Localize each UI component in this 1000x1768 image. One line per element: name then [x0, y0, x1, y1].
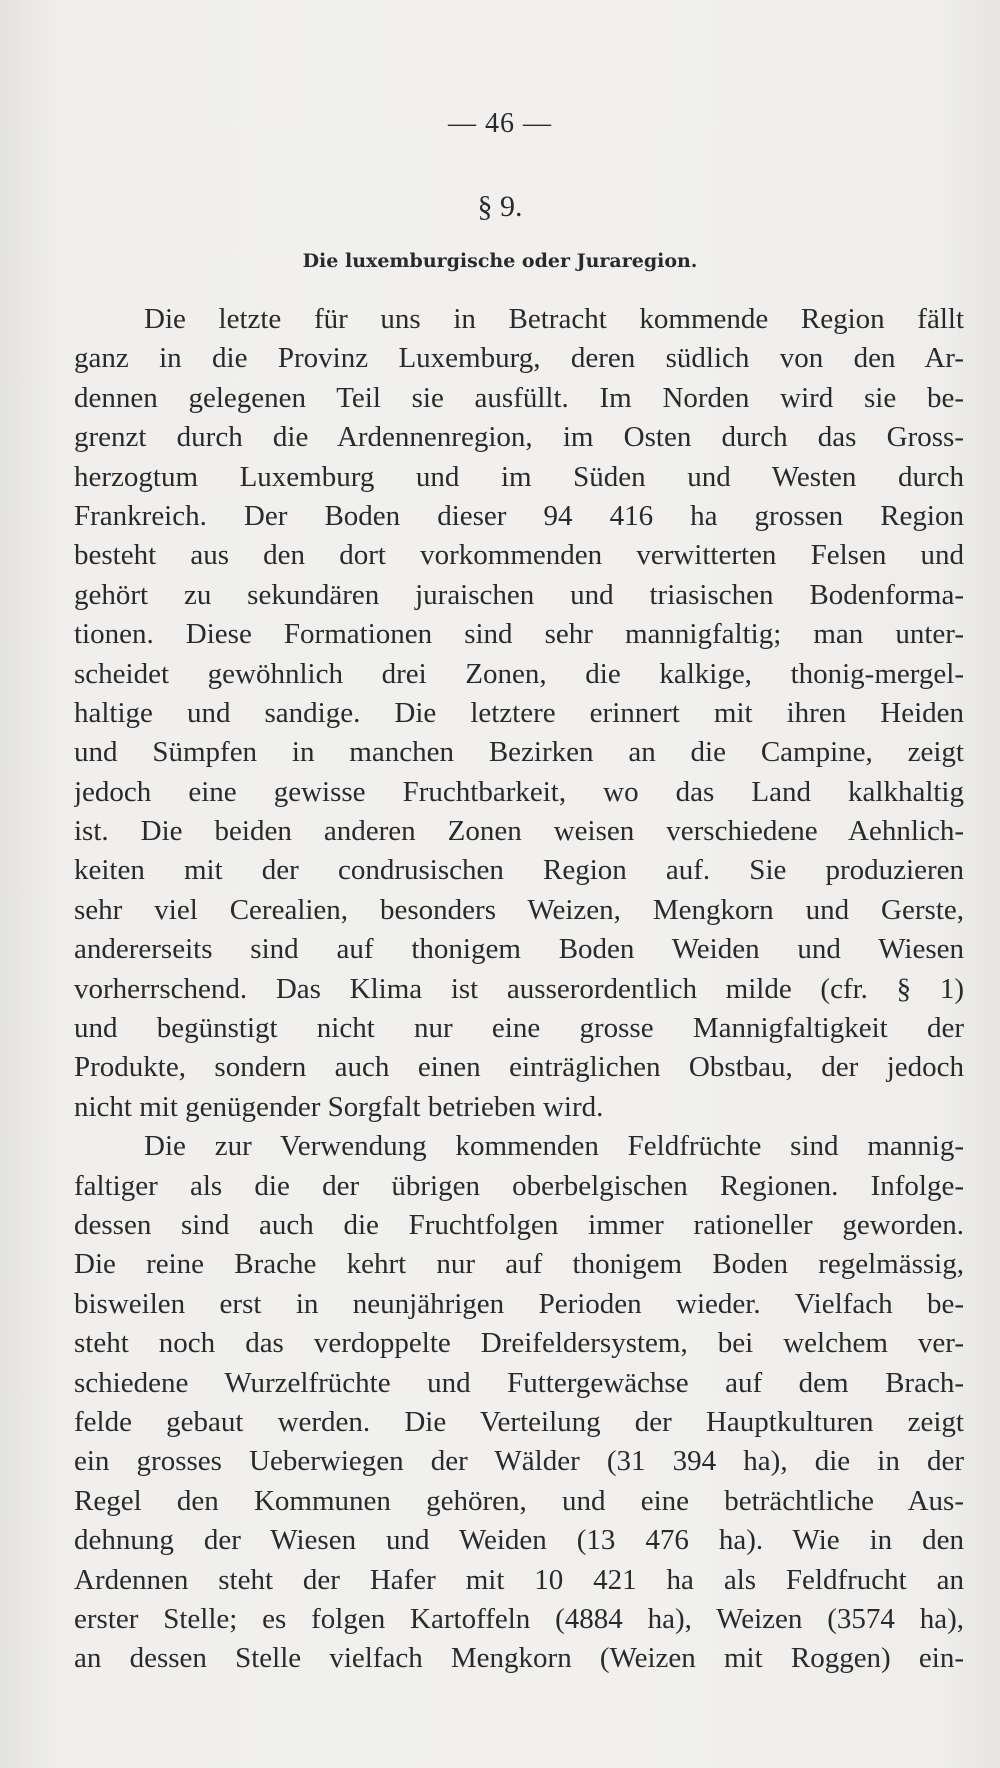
text-line: jedoch eine gewisse Fruchtbarkeit, wo das Land kalkhaltig — [74, 775, 964, 808]
text-line: und begünstigt nicht nur eine grosse Mannigfaltigkeit der — [74, 1012, 964, 1045]
text-line: Die reine Brache kehrt nur auf thonigem Boden regelmässig, — [74, 1248, 964, 1281]
text-line: Die zur Verwendung kommenden Feldfrüchte sind mannig- — [144, 1130, 964, 1163]
text-line: herzogtum Luxemburg und im Süden und Westen durch — [74, 460, 964, 493]
text-line: Regel den Kommunen gehören, und eine beträchtliche Aus- — [74, 1484, 964, 1517]
text-line: ein grosses Ueberwiegen der Wälder (31 394 ha), die in der — [74, 1445, 964, 1478]
body-text — [74, 300, 964, 1679]
text-line: gehört zu sekundären juraischen und triasischen Bodenforma- — [74, 578, 964, 611]
text-line: vorherrschend. Das Klima ist ausserordentlich milde (cfr. § 1) — [74, 972, 964, 1005]
text-line: ist. Die beiden anderen Zonen weisen verschiedene Aehnlich- — [74, 815, 964, 848]
text-line: dessen sind auch die Fruchtfolgen immer rationeller geworden. — [74, 1208, 964, 1241]
text-line: nicht mit genügender Sorgfalt betrieben wird. — [74, 1090, 604, 1123]
page-number: — 46 — — [448, 108, 552, 139]
text-line: keiten mit der condrusischen Region auf. Sie produzieren — [74, 854, 964, 887]
text-line: Die letzte für uns in Betracht kommende Region fällt — [144, 303, 964, 335]
text-line: Produkte, sondern auch einen einträglichen Obstbau, der jedoch — [74, 1051, 964, 1084]
text-line: ganz in die Provinz Luxemburg, deren südlich von den Ar- — [74, 342, 964, 375]
text-line: faltiger als die der übrigen oberbelgischen Regionen. Infolge- — [74, 1169, 964, 1202]
text-line: und Sümpfen in manchen Bezirken an die Campine, zeigt — [74, 736, 964, 769]
text-line: andererseits sind auf thonigem Boden Weiden und Wiesen — [74, 933, 964, 966]
text-line: grenzt durch die Ardennenregion, im Osten durch das Gross- — [74, 421, 964, 454]
text-line: dehnung der Wiesen und Weiden (13 476 ha). Wie in den — [74, 1524, 964, 1557]
text-line: steht noch das verdoppelte Dreifeldersystem, bei welchem ver- — [74, 1327, 964, 1360]
text-line: an dessen Stelle vielfach Mengkorn (Weizen mit Roggen) ein- — [74, 1642, 964, 1675]
section-number: § 9. — [477, 190, 523, 223]
text-line: sehr viel Cerealien, besonders Weizen, Mengkorn und Gerste, — [74, 893, 964, 926]
text-line: scheidet gewöhnlich drei Zonen, die kalkige, thonig-mergel- — [74, 657, 964, 690]
text-line: schiedene Wurzelfrüchte und Futtergewächse auf dem Brach- — [74, 1366, 964, 1399]
text-line: Frankreich. Der Boden dieser 94 416 ha grossen Region — [74, 499, 964, 532]
text-line: tionen. Diese Formationen sind sehr mannigfaltig; man unter- — [74, 618, 964, 651]
text-line: dennen gelegenen Teil sie ausfüllt. Im Norden wird sie be- — [74, 381, 964, 414]
section-title: Die luxemburgische oder Juraregion. — [302, 250, 698, 272]
text-line: bisweilen erst in neunjährigen Perioden wieder. Vielfach be- — [74, 1287, 964, 1320]
text-line: felde gebaut werden. Die Verteilung der Hauptkulturen zeigt — [74, 1405, 964, 1438]
text-line: Ardennen steht der Hafer mit 10 421 ha als Feldfrucht an — [74, 1563, 964, 1596]
text-line: haltige und sandige. Die letztere erinnert mit ihren Heiden — [74, 696, 964, 729]
text-line: erster Stelle; es folgen Kartoffeln (4884 ha), Weizen (3574 ha), — [74, 1602, 964, 1635]
text-line: besteht aus den dort vorkommenden verwitterten Felsen und — [74, 539, 964, 572]
